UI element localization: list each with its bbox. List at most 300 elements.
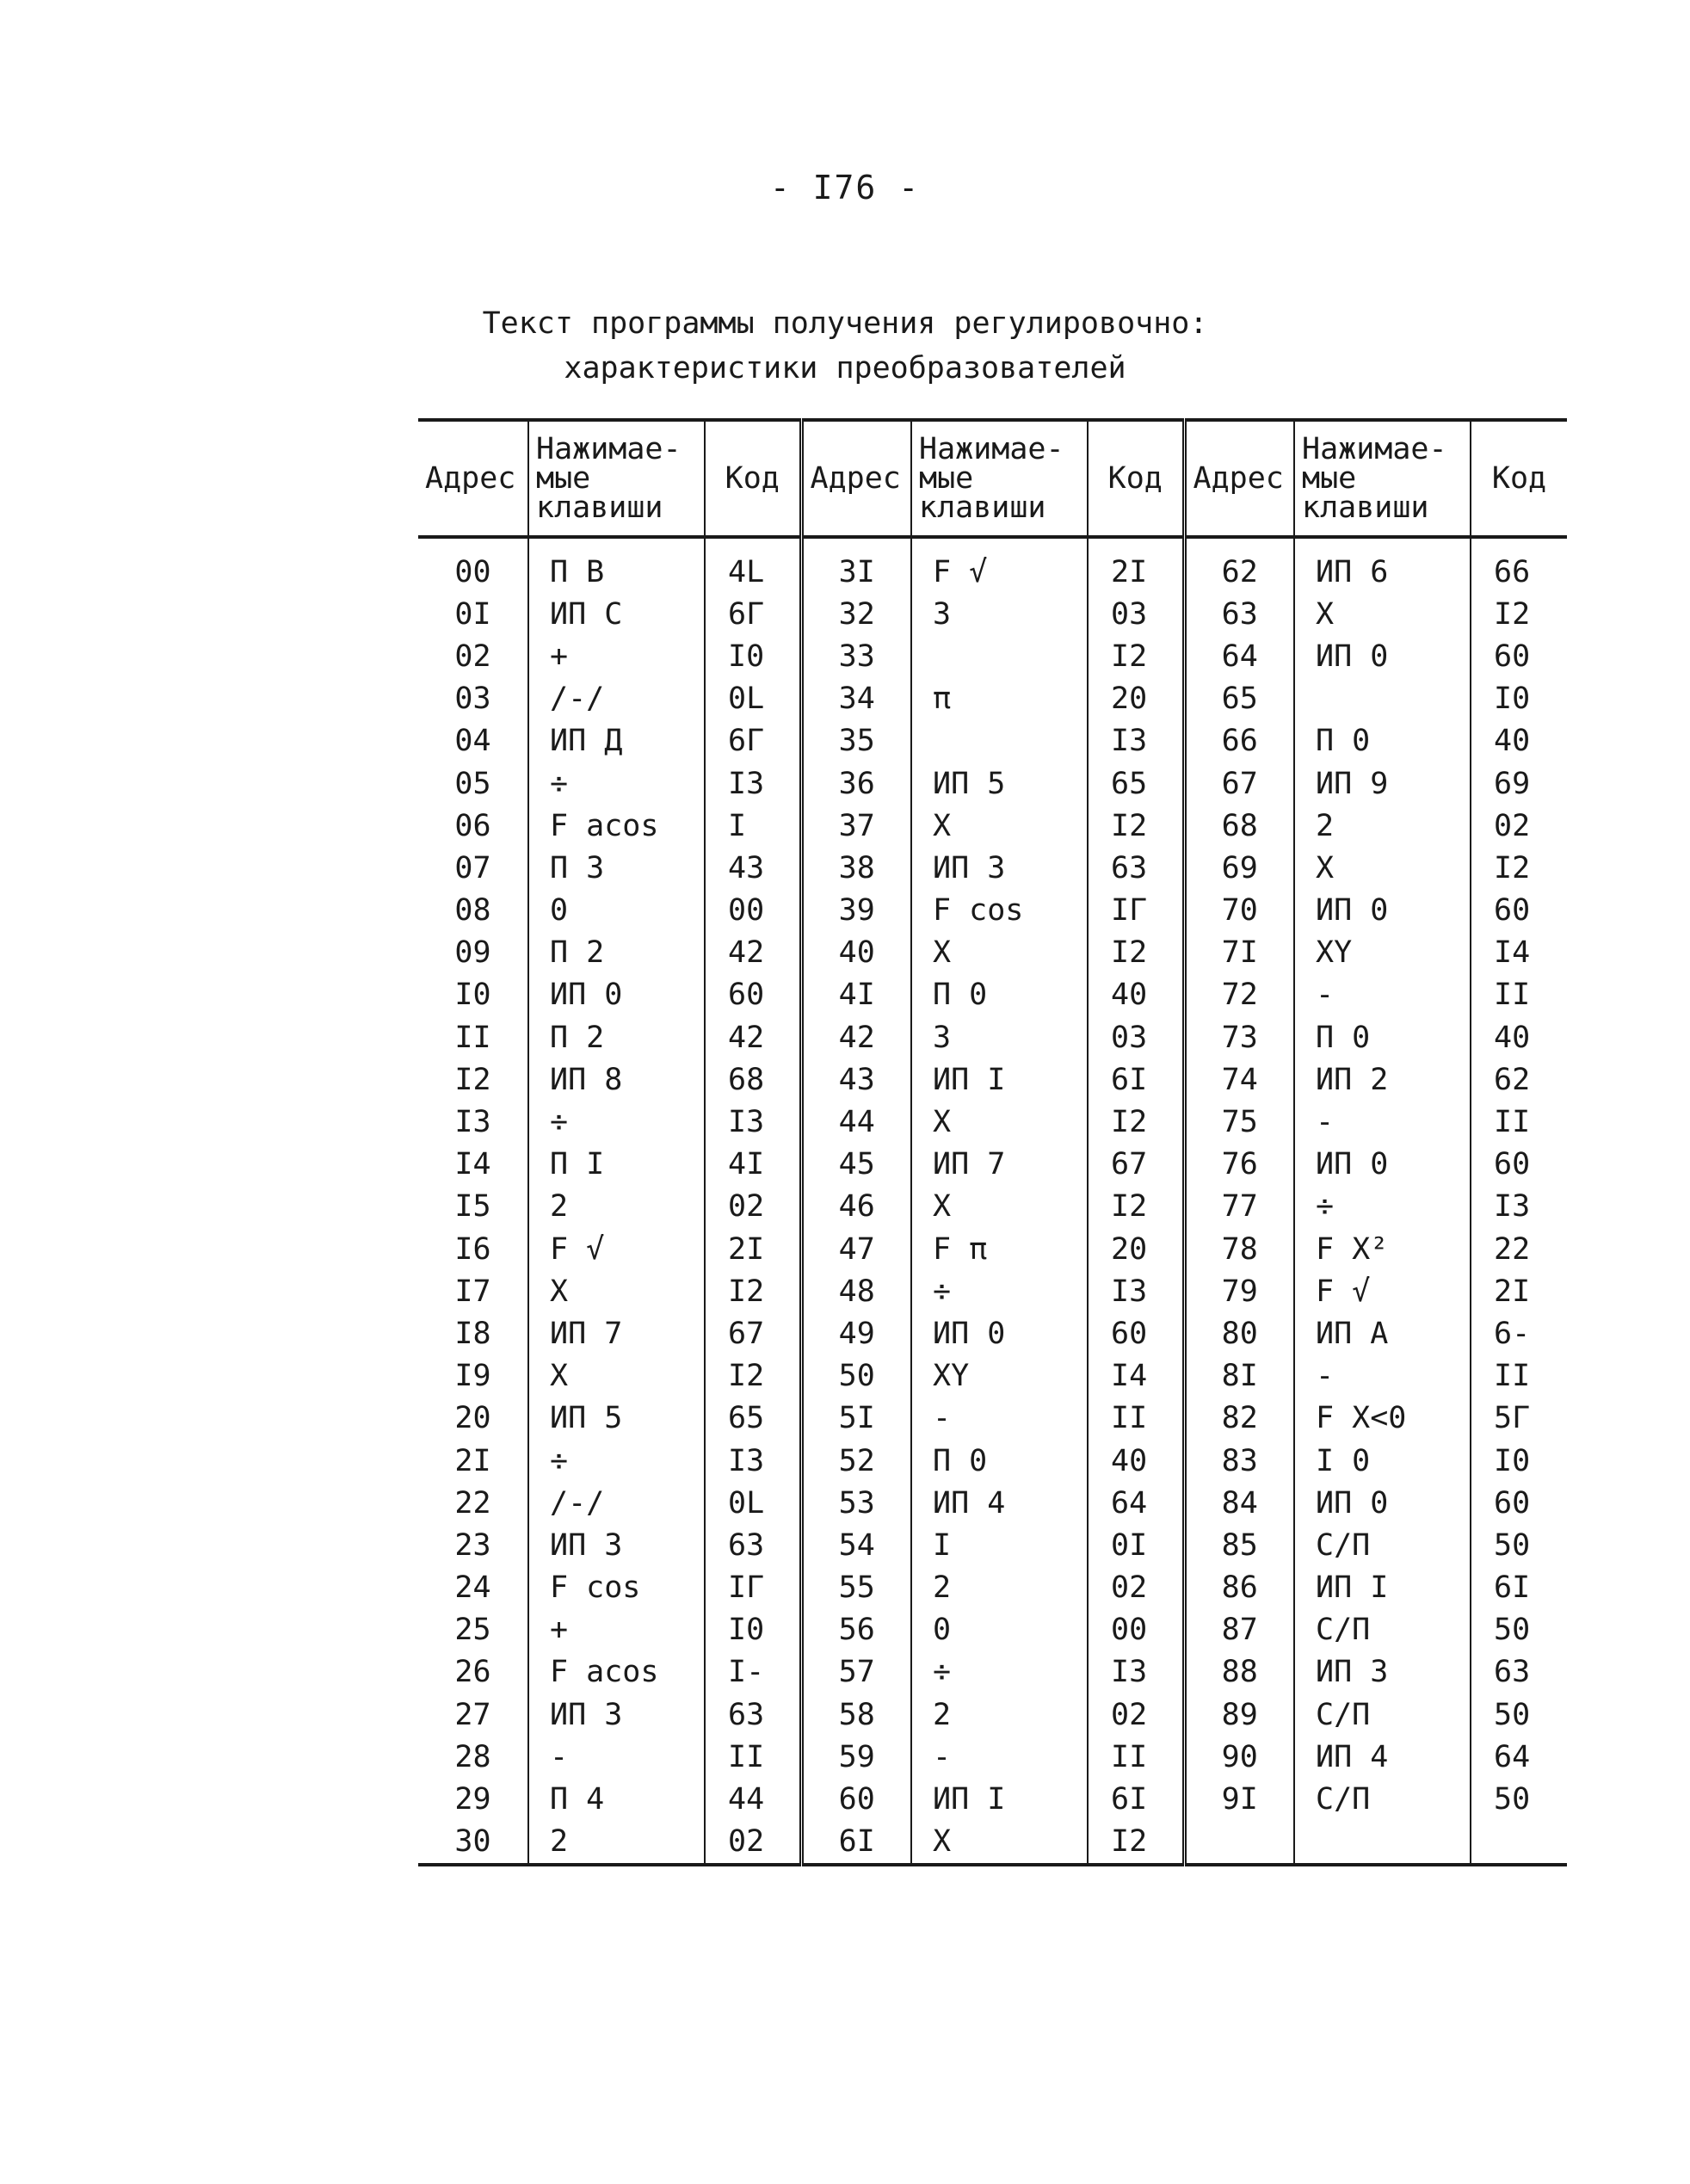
cell-address: 38: [801, 847, 911, 889]
cell-code: I3: [1471, 1186, 1567, 1228]
cell-code: 6-: [1471, 1312, 1567, 1354]
cell-keys: ИП 2: [1294, 1058, 1471, 1101]
cell-address: 7I: [1184, 932, 1294, 974]
cell-keys: ИП 5: [911, 762, 1088, 805]
cell-address: 3I: [801, 537, 911, 593]
cell-address: 78: [1184, 1228, 1294, 1270]
cell-address: I6: [454, 1231, 491, 1267]
cell-code: I3: [705, 1101, 801, 1143]
cell-address: 32: [801, 593, 911, 635]
cell-code: I0: [705, 1609, 801, 1651]
cell-keys: [911, 720, 1088, 762]
cell-keys: П 4: [528, 1778, 705, 1820]
cell-address: 89: [1184, 1694, 1294, 1736]
cell-code: 60: [1471, 1144, 1567, 1186]
cell-keys: F √: [528, 1228, 705, 1270]
cell-keys: X: [1294, 847, 1471, 889]
cell-code: 62: [1471, 1058, 1567, 1101]
cell-code: 03: [1088, 1016, 1184, 1058]
header-code: Код: [705, 420, 801, 537]
cell-keys: ИП 8: [528, 1058, 705, 1101]
cell-keys: ÷: [1294, 1186, 1471, 1228]
cell-keys: 2: [911, 1567, 1088, 1609]
cell-code: 60: [1471, 635, 1567, 677]
cell-address: I9: [454, 1359, 491, 1394]
cell-code: 03: [1088, 593, 1184, 635]
cell-code: 2I: [1471, 1270, 1567, 1312]
cell-code: 02: [1088, 1694, 1184, 1736]
cell-keys: 0: [911, 1609, 1088, 1651]
cell-address: 25: [454, 1613, 491, 1648]
cell-address: 42: [801, 1016, 911, 1058]
header-keys: Нажимае- мые клавиши: [911, 420, 1088, 537]
cell-address: 37: [801, 805, 911, 847]
cell-address: 62: [1184, 537, 1294, 593]
cell-address: 90: [1184, 1736, 1294, 1778]
table-row: [418, 1228, 1567, 1270]
cell-address: 84: [1184, 1482, 1294, 1524]
cell-keys: 2: [528, 1821, 705, 1865]
cell-code: I2: [1088, 1101, 1184, 1143]
cell-keys: ИП 3: [528, 1524, 705, 1566]
cell-code: 02: [1471, 805, 1567, 847]
cell-address: 87: [1184, 1609, 1294, 1651]
cell-address: I8: [454, 1316, 491, 1351]
table-title-line-1: Текст программы получения регулировочно:: [482, 306, 1208, 341]
cell-code: I2: [1088, 635, 1184, 677]
cell-code: I0: [1471, 1440, 1567, 1482]
table-row: [418, 1440, 1567, 1482]
cell-keys: F π: [911, 1228, 1088, 1270]
cell-keys: С/П: [1294, 1609, 1471, 1651]
cell-address: 86: [1184, 1567, 1294, 1609]
cell-code: 50: [1471, 1694, 1567, 1736]
cell-keys: П 3: [528, 847, 705, 889]
cell-keys: -: [528, 1736, 705, 1778]
cell-address: 68: [1184, 805, 1294, 847]
cell-address: 0I: [454, 596, 491, 632]
cell-code: 63: [705, 1524, 801, 1566]
table-row: [418, 1270, 1567, 1312]
cell-keys: ИП 0: [1294, 1482, 1471, 1524]
cell-code: 40: [1471, 720, 1567, 762]
cell-keys: F √: [1294, 1270, 1471, 1312]
cell-keys: ÷: [911, 1270, 1088, 1312]
cell-code: I4: [1471, 932, 1567, 974]
table-body: [418, 537, 1567, 1865]
cell-code: I3: [705, 1440, 801, 1482]
cell-address: 54: [801, 1524, 911, 1566]
cell-keys: F X²: [1294, 1228, 1471, 1270]
cell-keys: X: [911, 1821, 1088, 1865]
cell-address: 24: [454, 1570, 491, 1606]
cell-code: 0L: [705, 1482, 801, 1524]
cell-code: I3: [1088, 1270, 1184, 1312]
table-row: [418, 805, 1567, 847]
cell-code: 44: [705, 1778, 801, 1820]
cell-address: 35: [801, 720, 911, 762]
cell-code: I2: [705, 1355, 801, 1397]
cell-address: I5: [454, 1189, 491, 1225]
table-row: [418, 1312, 1567, 1354]
cell-address: I4: [454, 1147, 491, 1182]
cell-keys: -: [911, 1736, 1088, 1778]
cell-keys: ИП 0: [911, 1312, 1088, 1354]
cell-code: 43: [705, 847, 801, 889]
header-address: Адрес: [1184, 420, 1294, 537]
cell-keys: F X<0: [1294, 1397, 1471, 1440]
cell-code: 40: [1088, 974, 1184, 1016]
cell-keys: -: [1294, 974, 1471, 1016]
cell-code: I2: [1471, 593, 1567, 635]
cell-code: 50: [1471, 1524, 1567, 1566]
cell-address: 80: [1184, 1312, 1294, 1354]
cell-address: I0: [454, 978, 491, 1013]
table-row: [418, 1778, 1567, 1820]
cell-keys: +: [528, 1609, 705, 1651]
cell-keys: П 0: [1294, 720, 1471, 762]
cell-code: 50: [1471, 1609, 1567, 1651]
table-row: [418, 1821, 1567, 1865]
cell-address: 23: [454, 1527, 491, 1563]
table-row: [418, 932, 1567, 974]
cell-keys: X: [528, 1270, 705, 1312]
table-row: [418, 678, 1567, 720]
cell-code: 42: [705, 932, 801, 974]
cell-keys: ÷: [528, 1101, 705, 1143]
cell-code: I3: [705, 762, 801, 805]
cell-keys: X: [1294, 593, 1471, 635]
header-code: Код: [1471, 420, 1567, 537]
cell-keys: ИП 3: [1294, 1651, 1471, 1694]
cell-keys: I: [911, 1524, 1088, 1566]
table-row: [418, 1144, 1567, 1186]
cell-keys: П 2: [528, 932, 705, 974]
cell-address: 77: [1184, 1186, 1294, 1228]
table-header: [418, 420, 1567, 537]
cell-code: [1471, 1821, 1567, 1865]
table-row: [418, 1186, 1567, 1228]
cell-code: IГ: [705, 1567, 801, 1609]
cell-address: 58: [801, 1694, 911, 1736]
cell-keys: X: [911, 805, 1088, 847]
cell-address: 88: [1184, 1651, 1294, 1694]
table-row: [418, 1397, 1567, 1440]
cell-code: 6I: [1088, 1778, 1184, 1820]
cell-address: 40: [801, 932, 911, 974]
cell-keys: X: [911, 1101, 1088, 1143]
table-title-line-2: характеристики преобразователей: [564, 351, 1126, 386]
program-table: [418, 418, 1567, 1866]
header-keys: Нажимае- мые клавиши: [528, 420, 705, 537]
cell-code: I3: [1088, 720, 1184, 762]
cell-keys: С/П: [1294, 1778, 1471, 1820]
cell-keys: ИП 7: [528, 1312, 705, 1354]
header-code: Код: [1088, 420, 1184, 537]
cell-address: 29: [454, 1782, 491, 1817]
cell-code: 40: [1471, 1016, 1567, 1058]
cell-address: 22: [454, 1485, 491, 1521]
cell-keys: П 0: [911, 1440, 1088, 1482]
table-row: [418, 762, 1567, 805]
cell-address: 26: [454, 1655, 491, 1690]
cell-keys: -: [911, 1397, 1088, 1440]
cell-code: IГ: [1088, 890, 1184, 932]
cell-keys: П I: [528, 1144, 705, 1186]
cell-keys: ИП I: [911, 1778, 1088, 1820]
cell-keys: С/П: [1294, 1524, 1471, 1566]
cell-keys: ÷: [911, 1651, 1088, 1694]
cell-code: I2: [1088, 1821, 1184, 1865]
cell-code: 64: [1088, 1482, 1184, 1524]
cell-address: 30: [418, 1821, 528, 1865]
cell-code: 5Г: [1471, 1397, 1567, 1440]
cell-keys: I 0: [1294, 1440, 1471, 1482]
table-row: [418, 890, 1567, 932]
cell-address: 6I: [801, 1821, 911, 1865]
cell-keys: ИП 0: [1294, 890, 1471, 932]
cell-keys: [911, 635, 1088, 677]
cell-keys: 3: [911, 593, 1088, 635]
cell-code: 65: [1088, 762, 1184, 805]
table-row: [418, 974, 1567, 1016]
cell-code: 0L: [705, 678, 801, 720]
cell-code: 42: [705, 1016, 801, 1058]
cell-code: 02: [705, 1821, 801, 1865]
cell-code: I4: [1088, 1355, 1184, 1397]
cell-keys: XY: [1294, 932, 1471, 974]
cell-keys: F √: [911, 537, 1088, 593]
cell-address: 43: [801, 1058, 911, 1101]
cell-code: 63: [1471, 1651, 1567, 1694]
cell-address: I2: [454, 1062, 491, 1097]
cell-address: 49: [801, 1312, 911, 1354]
cell-address: 73: [1184, 1016, 1294, 1058]
cell-address: 05: [454, 766, 491, 801]
cell-code: 20: [1088, 678, 1184, 720]
table-row: [418, 1016, 1567, 1058]
table-row: [418, 1524, 1567, 1566]
cell-code: 22: [1471, 1228, 1567, 1270]
cell-code: 69: [1471, 762, 1567, 805]
cell-address: 52: [801, 1440, 911, 1482]
cell-address: 2I: [454, 1443, 491, 1478]
cell-address: 56: [801, 1609, 911, 1651]
cell-address: 06: [454, 808, 491, 843]
cell-address: 50: [801, 1355, 911, 1397]
cell-code: 40: [1088, 1440, 1184, 1482]
cell-code: 63: [1088, 847, 1184, 889]
cell-code: 6Г: [705, 593, 801, 635]
cell-address: 45: [801, 1144, 911, 1186]
cell-keys: 0: [528, 890, 705, 932]
cell-address: 57: [801, 1651, 911, 1694]
cell-code: 60: [1471, 1482, 1567, 1524]
cell-code: 60: [1471, 890, 1567, 932]
cell-code: II: [1471, 974, 1567, 1016]
cell-keys: ИП 3: [528, 1694, 705, 1736]
table-row: [418, 847, 1567, 889]
cell-keys: π: [911, 678, 1088, 720]
cell-keys: ИП 6: [1294, 537, 1471, 593]
cell-keys: X: [528, 1355, 705, 1397]
cell-address: 39: [801, 890, 911, 932]
cell-address: 76: [1184, 1144, 1294, 1186]
cell-code: I-: [705, 1651, 801, 1694]
cell-keys: 2: [1294, 805, 1471, 847]
table-row: [418, 1651, 1567, 1694]
cell-address: II: [454, 1020, 491, 1055]
cell-keys: X: [911, 1186, 1088, 1228]
cell-address: 75: [1184, 1101, 1294, 1143]
cell-code: 4I: [705, 1144, 801, 1186]
cell-keys: /-/: [528, 1482, 705, 1524]
cell-code: 6I: [1471, 1567, 1567, 1609]
cell-keys: П 0: [1294, 1016, 1471, 1058]
cell-keys: ИП 9: [1294, 762, 1471, 805]
cell-address: 27: [454, 1697, 491, 1732]
cell-address: 08: [454, 893, 491, 929]
cell-keys: ИП 5: [528, 1397, 705, 1440]
table-row: [418, 1101, 1567, 1143]
cell-code: 00: [1088, 1609, 1184, 1651]
cell-address: 46: [801, 1186, 911, 1228]
cell-code: I2: [705, 1270, 801, 1312]
cell-code: 20: [1088, 1228, 1184, 1270]
cell-code: 66: [1471, 537, 1567, 593]
cell-code: I3: [1088, 1651, 1184, 1694]
cell-address: 60: [801, 1778, 911, 1820]
cell-keys: F cos: [528, 1567, 705, 1609]
cell-code: II: [1471, 1101, 1567, 1143]
cell-address: 59: [801, 1736, 911, 1778]
table-row: [418, 635, 1567, 677]
table-row: [418, 537, 1567, 593]
cell-code: 00: [705, 890, 801, 932]
page-number: - I76 -: [769, 169, 921, 207]
cell-keys: ИП 7: [911, 1144, 1088, 1186]
header-keys: Нажимае- мые клавиши: [1294, 420, 1471, 537]
cell-address: I7: [454, 1274, 491, 1309]
cell-keys: 3: [911, 1016, 1088, 1058]
cell-keys: ИП 3: [911, 847, 1088, 889]
cell-address: 55: [801, 1567, 911, 1609]
cell-code: I2: [1088, 1186, 1184, 1228]
cell-code: 63: [705, 1694, 801, 1736]
cell-keys: П B: [528, 537, 705, 593]
cell-keys: X: [911, 932, 1088, 974]
cell-address: 65: [1184, 678, 1294, 720]
cell-keys: +: [528, 635, 705, 677]
cell-address: 53: [801, 1482, 911, 1524]
cell-address: 03: [454, 682, 491, 717]
cell-code: 60: [705, 974, 801, 1016]
table-row: [418, 1355, 1567, 1397]
cell-code: 2I: [1088, 537, 1184, 593]
cell-code: 02: [1088, 1567, 1184, 1609]
cell-keys: XY: [911, 1355, 1088, 1397]
cell-keys: ИП 4: [1294, 1736, 1471, 1778]
cell-address: 4I: [801, 974, 911, 1016]
cell-address: I3: [454, 1105, 491, 1140]
cell-keys: [1294, 678, 1471, 720]
cell-keys: П 2: [528, 1016, 705, 1058]
cell-code: 4L: [705, 537, 801, 593]
cell-address: 33: [801, 635, 911, 677]
cell-address: 82: [1184, 1397, 1294, 1440]
cell-code: I0: [1471, 678, 1567, 720]
cell-keys: С/П: [1294, 1694, 1471, 1736]
cell-keys: ИП 4: [911, 1482, 1088, 1524]
cell-address: 69: [1184, 847, 1294, 889]
cell-address: 79: [1184, 1270, 1294, 1312]
header-address: Адрес: [801, 420, 911, 537]
cell-address: 9I: [1184, 1778, 1294, 1820]
cell-keys: П 0: [911, 974, 1088, 1016]
cell-keys: ИП 0: [1294, 635, 1471, 677]
cell-address: [1184, 1821, 1294, 1865]
table-row: [418, 1058, 1567, 1101]
cell-code: 65: [705, 1397, 801, 1440]
cell-keys: ИП I: [1294, 1567, 1471, 1609]
cell-code: II: [1471, 1355, 1567, 1397]
cell-address: 8I: [1184, 1355, 1294, 1397]
cell-keys: ИП C: [528, 593, 705, 635]
cell-keys: -: [1294, 1101, 1471, 1143]
cell-address: 34: [801, 678, 911, 720]
cell-keys: ИП I: [911, 1058, 1088, 1101]
cell-address: 00: [454, 554, 491, 589]
cell-keys: ÷: [528, 762, 705, 805]
table-row: [418, 1694, 1567, 1736]
cell-address: 85: [1184, 1524, 1294, 1566]
cell-address: 47: [801, 1228, 911, 1270]
table-title: [0, 301, 1690, 391]
cell-keys: F acos: [528, 1651, 705, 1694]
cell-address: 09: [454, 935, 491, 971]
cell-code: 64: [1471, 1736, 1567, 1778]
cell-address: 04: [454, 724, 491, 759]
cell-keys: -: [1294, 1355, 1471, 1397]
cell-address: 36: [801, 762, 911, 805]
cell-address: 67: [1184, 762, 1294, 805]
cell-code: I: [705, 805, 801, 847]
cell-code: 67: [1088, 1144, 1184, 1186]
cell-address: 64: [1184, 635, 1294, 677]
cell-code: 60: [1088, 1312, 1184, 1354]
cell-keys: ÷: [528, 1440, 705, 1482]
cell-keys: 2: [911, 1694, 1088, 1736]
cell-keys: ИП 0: [1294, 1144, 1471, 1186]
cell-address: 48: [801, 1270, 911, 1312]
cell-address: 72: [1184, 974, 1294, 1016]
table-row: [418, 1567, 1567, 1609]
cell-address: 70: [1184, 890, 1294, 932]
cell-address: 63: [1184, 593, 1294, 635]
cell-address: 02: [454, 639, 491, 674]
cell-address: 66: [1184, 720, 1294, 762]
cell-keys: F cos: [911, 890, 1088, 932]
cell-keys: ИП A: [1294, 1312, 1471, 1354]
cell-keys: ИП 0: [528, 974, 705, 1016]
cell-code: 0I: [1088, 1524, 1184, 1566]
cell-address: 83: [1184, 1440, 1294, 1482]
header-address: Адрес: [418, 420, 528, 537]
cell-code: 50: [1471, 1778, 1567, 1820]
cell-code: 68: [705, 1058, 801, 1101]
cell-code: I2: [1471, 847, 1567, 889]
cell-keys: F acos: [528, 805, 705, 847]
